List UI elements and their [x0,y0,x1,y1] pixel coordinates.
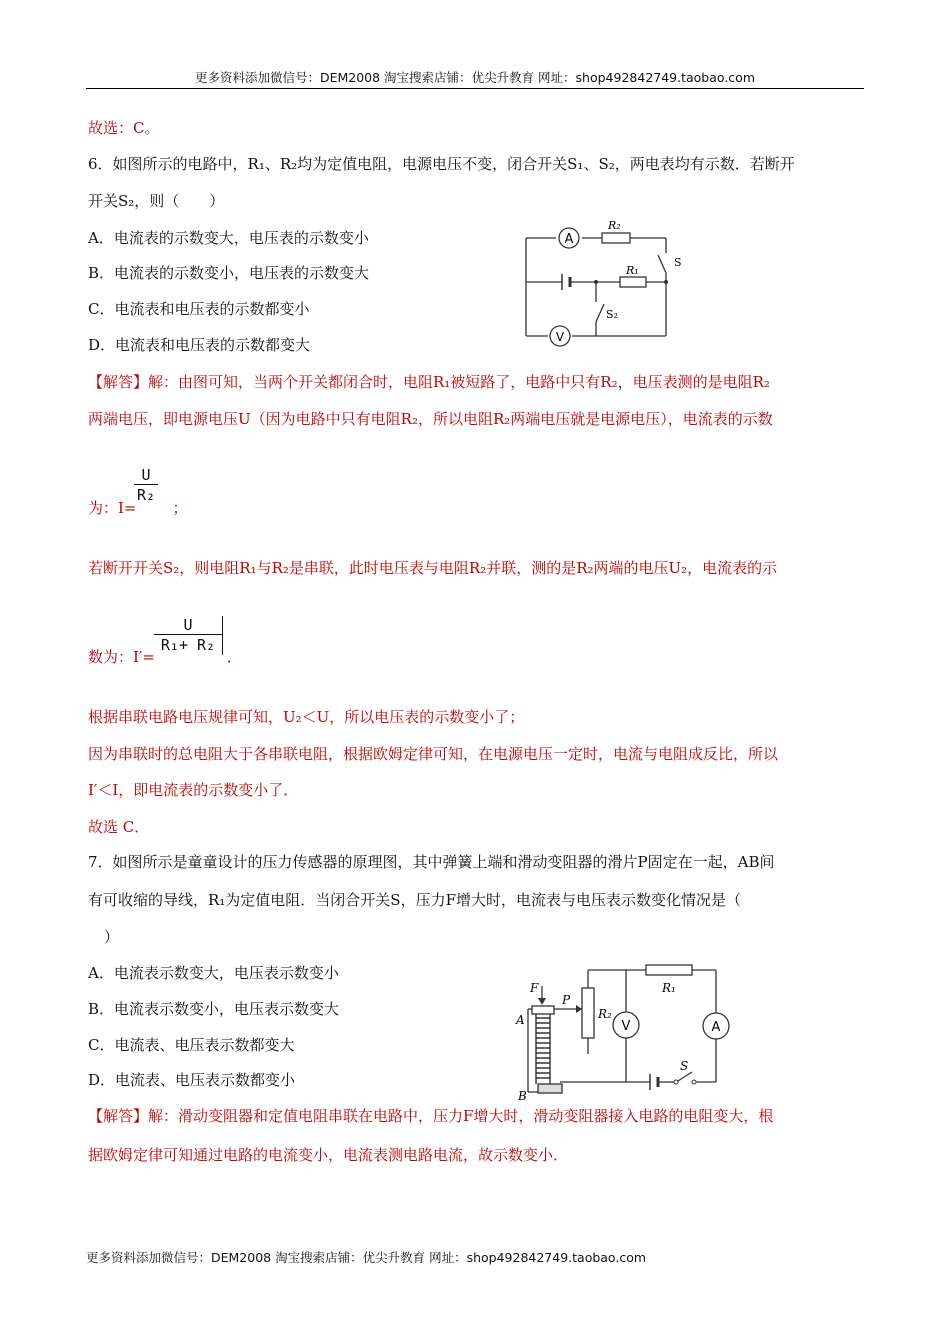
q6-solution-line1: 【解答】解：由图可知，当两个开关都闭合时，电阻R₁被短路了，电路中只有R₂，电压表测的是电阻R₂ [88,373,770,391]
svg-text:V: V [555,330,565,344]
s1-switch [658,255,666,273]
svg-text:R₁: R₁ [626,264,639,277]
r1-resistor [646,965,692,975]
q6-circuit-figure [516,218,692,348]
r2-resistor [602,233,630,243]
q6-fraction-1: U R₂ [134,466,158,505]
prev-answer: 故选：C。 [88,119,160,137]
svg-text:B: B [518,1089,527,1102]
q6-solution-line8: I′＜I，即电流表的示数变小了． [88,781,299,799]
q6-solution-line3: 为：I= ； [88,499,188,517]
base-plate [538,1084,562,1093]
q7-option-a: A．电流表示数变大，电压表示数变小 [88,964,339,982]
svg-text:V: V [621,1019,631,1034]
q6-solution-line7: 因为串联时的总电阻大于各串联电阻，根据欧姆定律可知，在电源电压一定时，电流与电阻成反比，所以 [88,745,779,763]
q6-solution-line5: 数为：I′= ． [88,648,242,666]
r1-resistor [620,277,646,287]
svg-text:A: A [516,1013,525,1027]
r2-rheostat [582,988,594,1038]
q7-stem-line2: 有可收缩的导线，R₁为定值电阻．当闭合开关S，压力F增大时，电流表与电压表示数变化情况是（ [88,891,741,909]
q6-option-d: D．电流表和电压表的示数都变大 [88,336,311,354]
q7-stem-line3: ） [104,928,120,946]
q6-stem-line2: 开关S₂，则（ ） [88,192,225,210]
svg-text:F: F [530,981,539,995]
svg-text:R₁: R₁ [662,981,676,995]
svg-text:A: A [711,1020,721,1035]
q6-fraction-2: U R₁+ R₂ [154,616,223,655]
q7-option-c: C．电流表、电压表示数都变大 [88,1036,295,1054]
svg-text:P: P [562,993,571,1007]
slider-plate [532,1006,554,1014]
q6-option-a: A．电流表的示数变大，电压表的示数变小 [88,229,369,247]
q7-option-d: D．电流表、电压表示数都变小 [88,1071,296,1089]
q6-option-c: C．电流表和电压表的示数都变小 [88,300,310,318]
q6-solution-line4: 若断开开关S₂，则电阻R₁与R₂是串联，此时电压表与电阻R₂并联，测的是R₂两端的电压U₂，电流表的示 [88,559,778,577]
svg-text:S₂: S₂ [606,308,618,321]
q6-stem-line1: 6．如图所示的电路中，R₁、R₂均为定值电阻，电源电压不变，闭合开关S₁、S₂，两电表均有示数．若断开 [88,155,795,173]
q6-answer: 故选 C． [88,818,150,836]
svg-text:A: A [564,232,574,247]
q7-solution-line1: 【解答】解：滑动变阻器和定值电阻串联在电路中，压力F增大时，滑动变阻器接入电路的电阻变大，根 [88,1107,774,1125]
q7-stem-line1: 7．如图所示是童童设计的压力传感器的原理图，其中弹簧上端和滑动变阻器的滑片P固定在一起，AB间 [88,853,775,871]
page-header: 更多资料添加微信号：DEM2008 淘宝搜索店铺：优尖升教育 网址：shop492842749.taobao.com [194,70,756,85]
header-rule [86,88,864,89]
q7-circuit-figure [512,962,734,1102]
svg-text:R₂: R₂ [608,219,621,232]
svg-text:R₂: R₂ [598,1007,612,1021]
q7-solution-line2: 据欧姆定律可知通过电路的电流变小，电流表测电路电流，故示数变小． [88,1146,569,1164]
svg-text:S: S [680,1059,689,1073]
switch-icon [678,1072,692,1081]
q6-solution-line6: 根据串联电路电压规律可知，U₂＜U，所以电压表的示数变小了； [88,708,525,726]
page-footer: 更多资料添加微信号：DEM2008 淘宝搜索店铺：优尖升教育 网址：shop492842749.taobao.com [86,1250,647,1265]
spring-icon [536,1014,550,1084]
q6-option-b: B．电流表的示数变小，电压表的示数变大 [88,264,370,282]
s2-switch [596,304,604,322]
svg-text:S: S [674,256,682,269]
q6-solution-line2: 两端电压，即电源电压U（因为电路中只有电阻R₂，所以电阻R₂两端电压就是电源电压），电流表的示数 [88,410,773,428]
q7-option-b: B．电流表示数变小，电压表示数变大 [88,1000,340,1018]
